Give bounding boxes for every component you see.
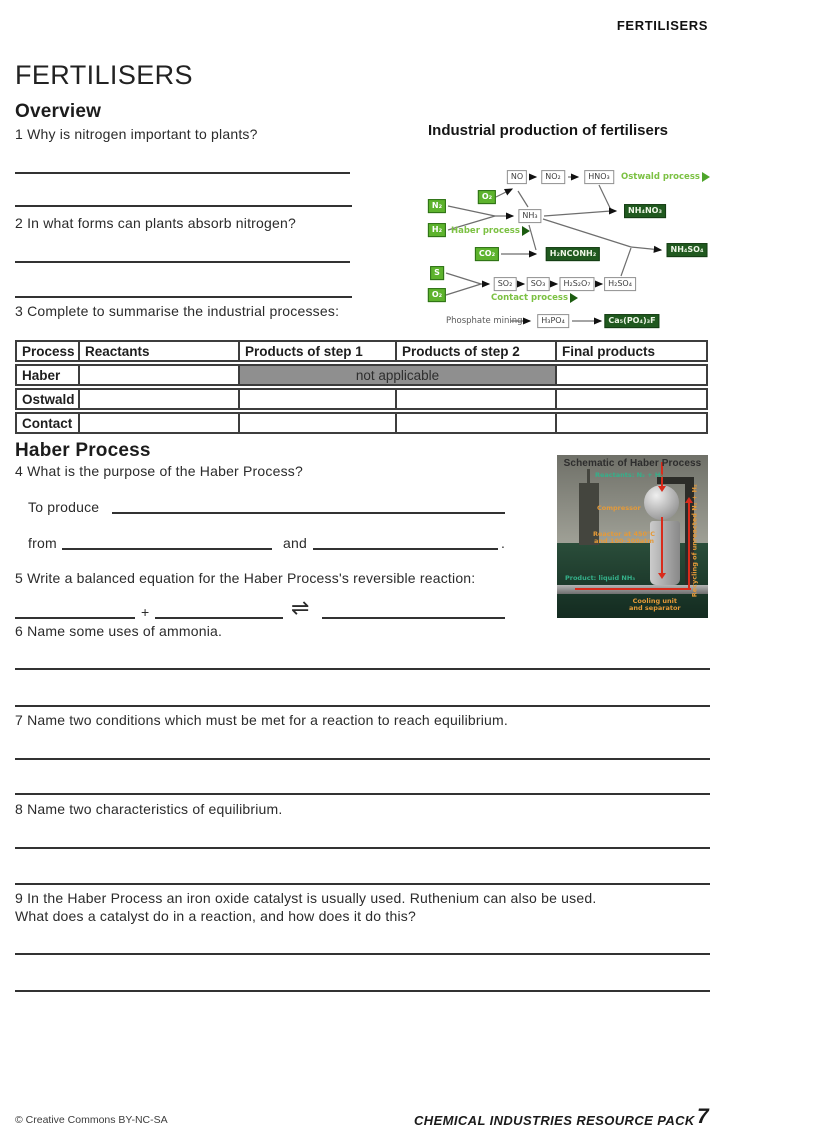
reactants-label: Reactants: N₂ + H₂: [595, 471, 664, 479]
question-4: 4 What is the purpose of the Haber Process?: [15, 463, 303, 479]
question-5: 5 Write a balanced equation for the Haber Process's reversible reaction:: [15, 570, 476, 586]
contact-final-cell: [555, 412, 708, 434]
contact-reactants-cell: [78, 412, 240, 434]
node-no: NO: [507, 170, 527, 184]
col-header-process: Process: [15, 340, 80, 362]
row-label-haber: Haber: [15, 364, 80, 386]
node-no2: NO₂: [541, 170, 565, 184]
node-h3po4: H₃PO₄: [537, 314, 569, 328]
node-ca5po43f: Ca₅(PO₄)₃F: [604, 314, 659, 328]
question-7: 7 Name two conditions which must be met for a reaction to reach equilibrium.: [15, 712, 508, 728]
node-n2: N₂: [428, 199, 446, 213]
ostwald-products1-cell: [238, 388, 397, 410]
table-row-contact: [15, 412, 709, 434]
answer-line: [15, 172, 350, 174]
answer-line: [313, 548, 498, 550]
node-h2: H₂: [428, 223, 446, 237]
answer-line: [15, 847, 710, 849]
ostwald-products2-cell: [395, 388, 557, 410]
question-3: 3 Complete to summarise the industrial processes:: [15, 303, 340, 319]
ostwald-final-cell: [555, 388, 708, 410]
answer-line: [322, 617, 505, 619]
ostwald-process-label: [621, 172, 710, 182]
node-so3: SO₃: [527, 277, 550, 291]
node-hno3: HNO₃: [584, 170, 614, 184]
phosphate-mining-label: Phosphate mining: [446, 316, 523, 326]
recycling-label: Recycling of unreacted N₂ + H₂: [690, 484, 699, 598]
table-header-row: [15, 340, 709, 362]
node-co2: CO₂: [475, 247, 499, 261]
reactor-label: [593, 531, 655, 546]
flow-arrowhead-icon: [658, 486, 666, 492]
haber-arrow-icon: [522, 226, 530, 236]
cooling-unit-label: [629, 598, 681, 613]
from-label: from: [28, 535, 57, 551]
flowchart-area: [425, 158, 717, 342]
answer-line: [15, 705, 710, 707]
cooling-label-line2: and separator: [629, 604, 681, 613]
haber-reactants-cell: [78, 364, 240, 386]
not-applicable-cell: not applicable: [238, 364, 557, 386]
cooling-label-line1: Cooling unit: [632, 597, 677, 605]
and-label: and: [283, 535, 307, 551]
flow-arrowhead-icon: [658, 573, 666, 579]
haber-process-text: Haber process: [451, 226, 520, 236]
answer-line: [15, 990, 710, 992]
question-8: 8 Name two characteristics of equilibrium.: [15, 801, 283, 817]
haber-schematic-image: [557, 455, 708, 618]
schematic-title: Schematic of Haber Process: [563, 458, 702, 469]
node-urea: H₂NCONH₂: [546, 247, 600, 261]
col-header-final: Final products: [555, 340, 708, 362]
answer-line: [15, 883, 710, 885]
ostwald-reactants-cell: [78, 388, 240, 410]
table-row-ostwald: [15, 388, 709, 410]
answer-line: [15, 668, 710, 670]
reactor-label-line1: Reactor at 450°C: [593, 530, 656, 538]
node-nh4no3: NH₄NO₃: [624, 204, 666, 218]
sentence-period: .: [501, 535, 506, 551]
answer-line: [15, 793, 710, 795]
contact-products1-cell: [238, 412, 397, 434]
question-1: 1 Why is nitrogen important to plants?: [15, 126, 258, 142]
plus-symbol: +: [141, 604, 150, 620]
node-nh3: NH₃: [518, 209, 541, 223]
node-o2-lower: O₂: [428, 288, 446, 302]
question-9-line2: What does a catalyst do in a reaction, and how does it do this?: [15, 908, 416, 924]
answer-line: [15, 758, 710, 760]
product-label: Product: liquid NH₃: [565, 574, 636, 582]
row-label-contact: Contact: [15, 412, 80, 434]
to-produce-label: To produce: [28, 499, 100, 515]
process-summary-table: [15, 340, 709, 434]
copyright-notice: © Creative Commons BY-NC-SA: [15, 1114, 168, 1126]
contact-process-label: [491, 293, 578, 303]
ostwald-arrow-icon: [702, 172, 710, 182]
node-h2so4: H₂SO₄: [604, 277, 636, 291]
answer-line: [155, 617, 283, 619]
contact-process-text: Contact process: [491, 293, 569, 303]
fertiliser-flowchart: [425, 122, 717, 342]
contact-arrow-icon: [570, 293, 578, 303]
flowchart-title: Industrial production of fertilisers: [428, 122, 669, 139]
page-title: FERTILISERS: [15, 60, 193, 90]
node-o2-upper: O₂: [478, 190, 496, 204]
question-6: 6 Name some uses of ammonia.: [15, 623, 223, 639]
question-2: 2 In what forms can plants absorb nitrogen?: [15, 215, 296, 231]
flow-line: [575, 588, 691, 590]
flow-arrow: [661, 517, 663, 573]
question-9-line1: 9 In the Haber Process an iron oxide catalyst is usually used. Ruthenium can also be used.: [15, 890, 597, 906]
compressor-label: Compressor: [597, 504, 641, 512]
answer-line: [112, 512, 505, 514]
answer-line: [15, 296, 352, 298]
table-row-haber: [15, 364, 709, 386]
overview-heading: Overview: [15, 101, 102, 122]
node-nh4so4: NH₄SO₄: [667, 243, 708, 257]
answer-line: [15, 953, 710, 955]
row-label-ostwald: Ostwald: [15, 388, 80, 410]
reactor-label-line2: and 100-300atm: [594, 537, 655, 546]
answer-line: [15, 261, 350, 263]
answer-line: [15, 617, 135, 619]
col-header-products2: Products of step 2: [395, 340, 557, 362]
col-header-reactants: Reactants: [78, 340, 240, 362]
col-header-products1: Products of step 1: [238, 340, 397, 362]
answer-line: [62, 548, 272, 550]
node-s: S: [430, 266, 444, 280]
equilibrium-symbol: ⇌: [291, 596, 310, 621]
haber-heading: Haber Process: [15, 440, 151, 461]
node-h2s2o7: H₂S₂O₇: [559, 277, 594, 291]
ostwald-process-text: Ostwald process: [621, 172, 700, 182]
haber-process-label: [451, 226, 530, 236]
haber-final-cell: [555, 364, 708, 386]
node-so2: SO₂: [494, 277, 517, 291]
page-number: 7: [697, 1105, 709, 1128]
running-header: FERTILISERS: [616, 18, 708, 33]
resource-pack-title: CHEMICAL INDUSTRIES RESOURCE PACK: [414, 1113, 695, 1128]
answer-line: [15, 205, 352, 207]
contact-products2-cell: [395, 412, 557, 434]
